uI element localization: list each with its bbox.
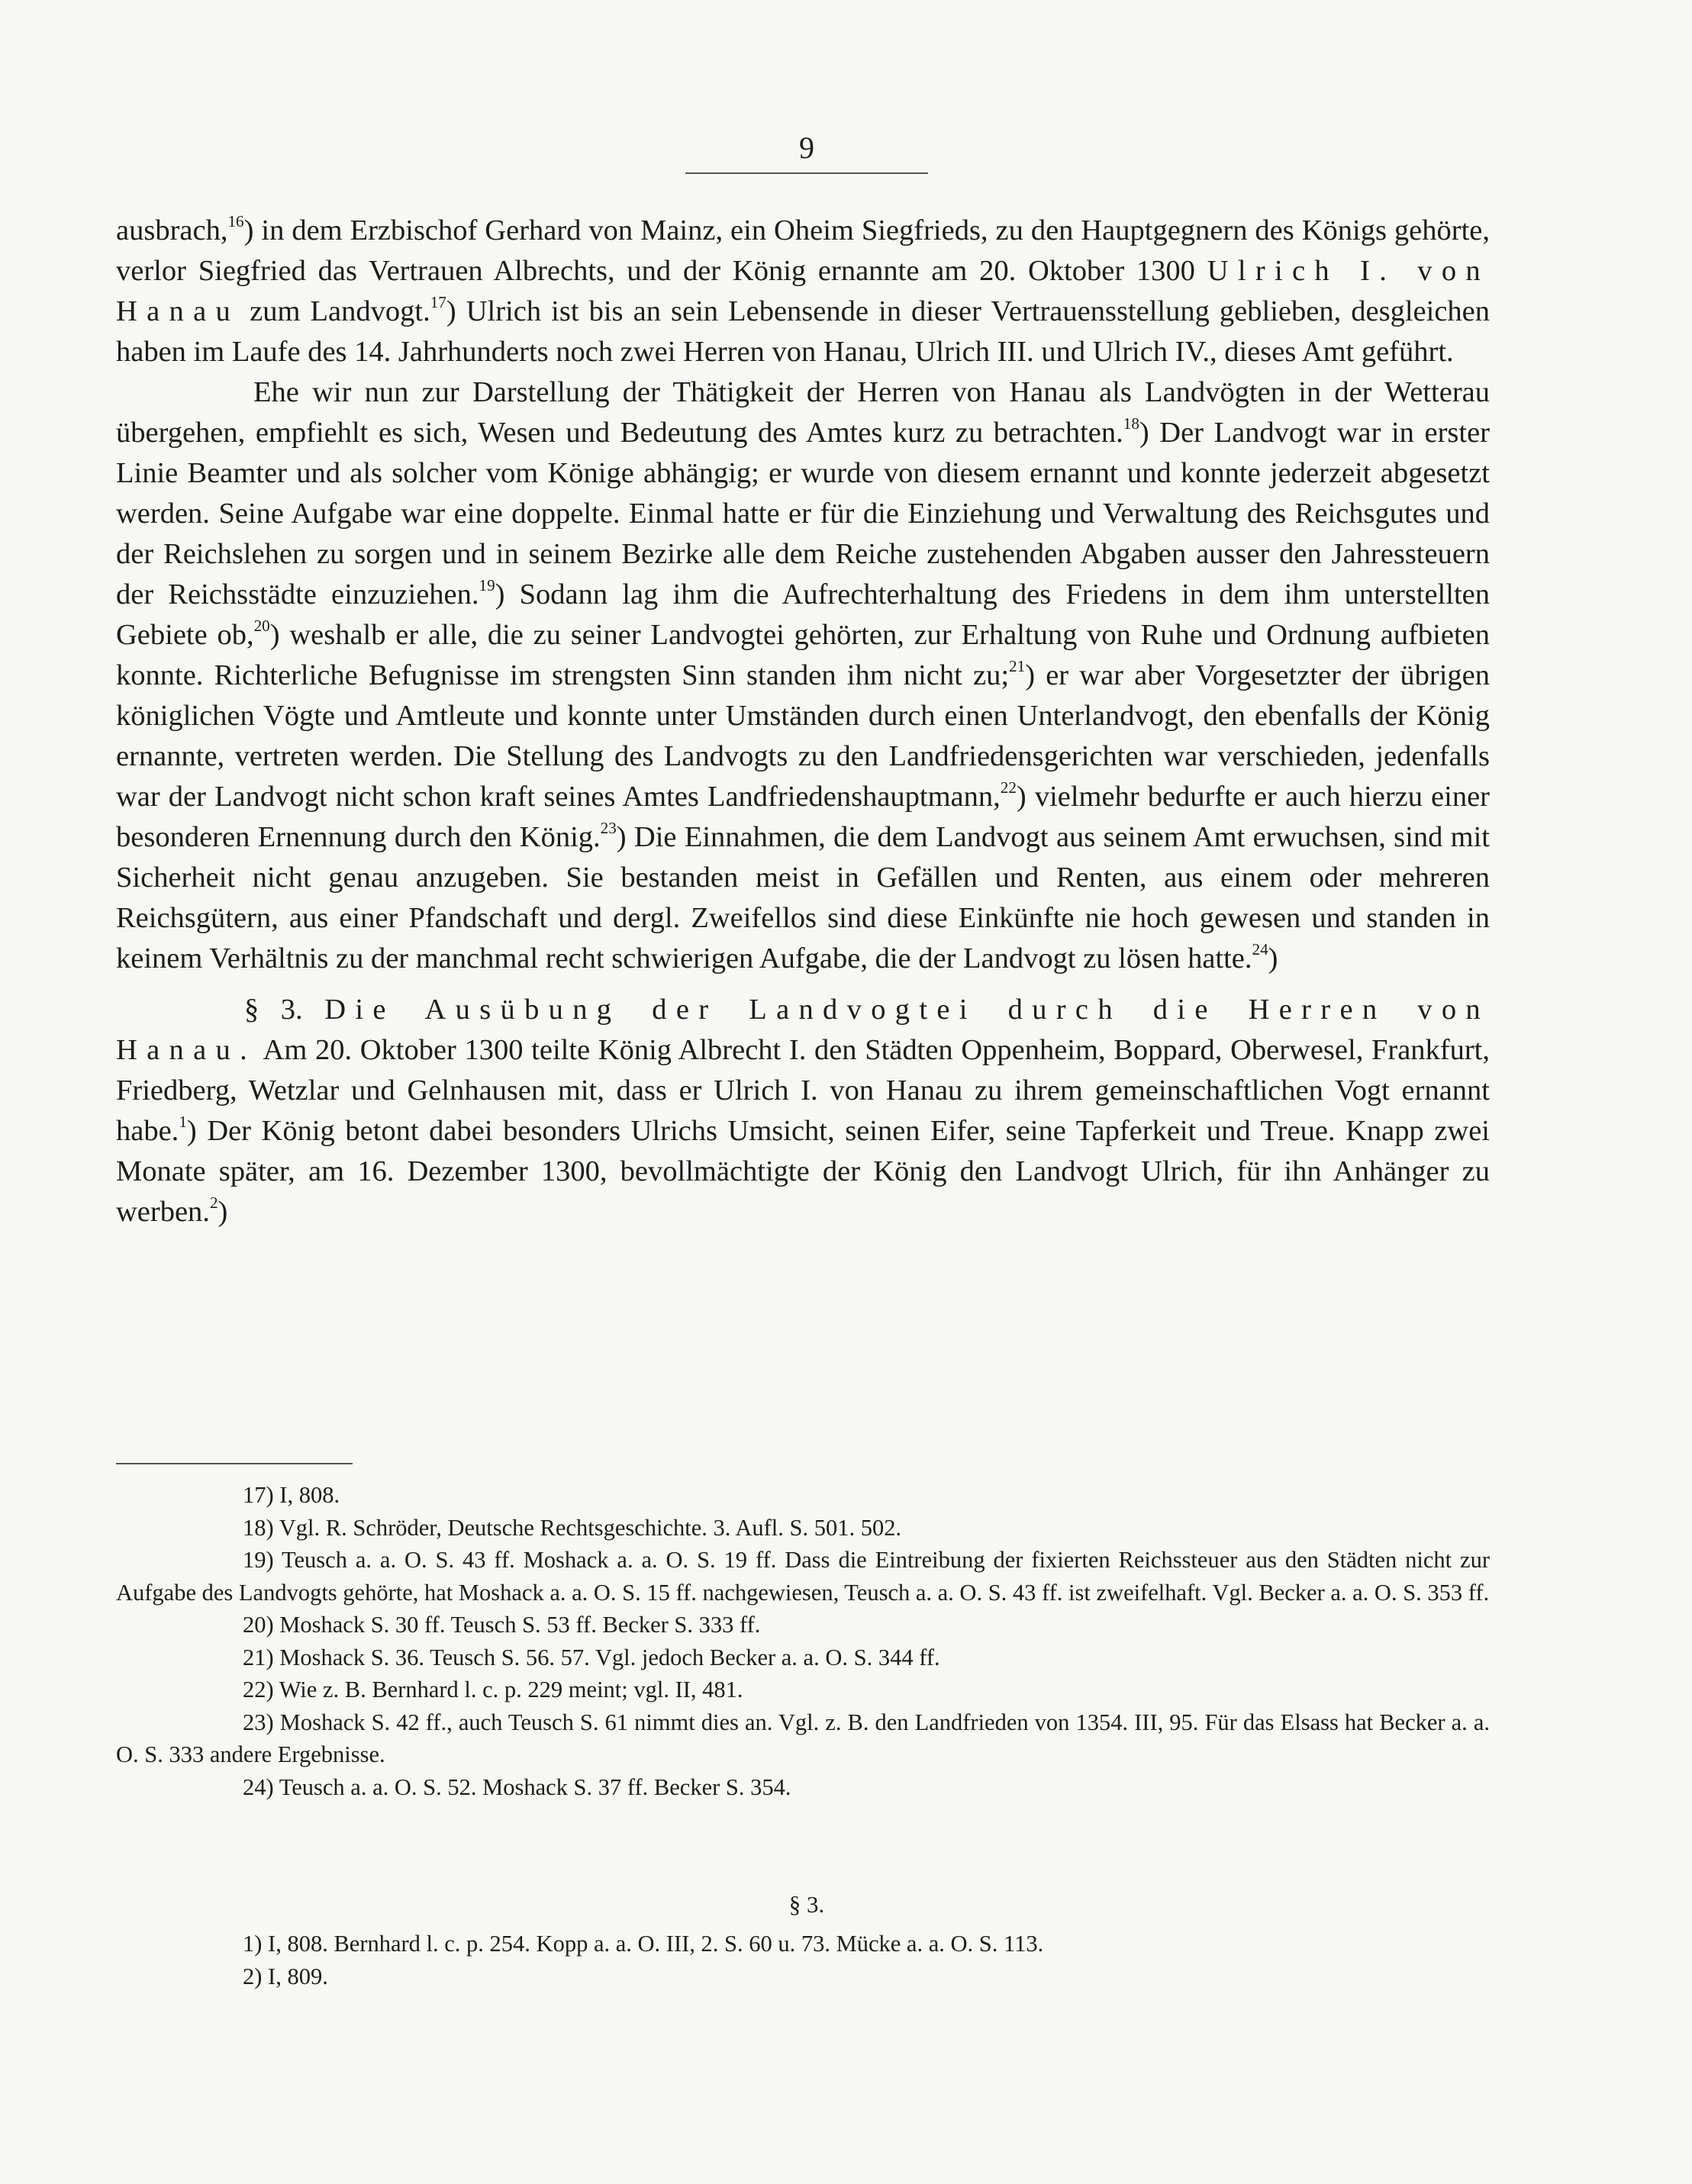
footnote-ref: 1 [179,1113,187,1132]
footnote-s3-1: 1) I, 808. Bernhard l. c. p. 254. Kopp a. a. O. III, 2. S. 60 u. 73. Mücke a. a. O. S. 113. [243,1931,1044,1957]
footnote-24: 24) Teusch a. a. O. S. 52. Moshack S. 37 ff. Becker S. 354. [243,1773,791,1800]
footnote-section-heading: § 3. [788,1891,825,1918]
section-heading: Die Ausübung der Landvogtei durch die Herren von Hanau. [116,994,1491,1066]
page-number: 9 [799,130,814,165]
main-text [116,211,1490,1232]
footnote-ref: 23 [600,819,617,838]
footnote-21: 21) Moshack S. 36. Teusch S. 56. 57. Vgl. jedoch Becker a. a. O. S. 344 ff. [243,1644,940,1670]
footnote-ref: 17 [430,293,446,312]
footnotes [116,1479,1490,1803]
footnote-ref: 16 [227,212,244,231]
section-mark: § 3. [244,994,325,1026]
header-rule [685,172,928,174]
footnote-s3-2: 2) I, 809. [243,1963,328,1989]
footnote-23: 23) Moshack S. 42 ff., auch Teusch S. 61 nimmt dies an. Vgl. z. B. den Landfrieden von 1354. III, 95. Für das Elsass hat Becker a. a. O. S. 333 andere Ergebnisse. [116,1709,1490,1767]
section-3-paragraph: § 3. Die Ausübung der Landvogtei durch die Herren von Hanau. Am 20. Oktober 1300 teilte König Albrecht I. den Städten Oppenheim, Boppard, Oberwesel, Frankfurt, Friedberg, Wetzlar und Gelnhausen mit, dass er Ulrich I. von Hanau zu ihrem gemeinschaftlichen Vogt ernannt habe.$^1$) Der König betont dabei besonders Ulrichs Umsicht, seinen Eifer, seine Tapferkeit und Treue. Knapp zwei Monate später, am 16. Dezember 1300, bevollmächtigte der König den Landvogt Ulrich, für ihn Anhänger zu werben.$^2$) [116,994,1491,1228]
footnote-ref: 2 [209,1193,218,1213]
footnote-ref: 21 [1009,657,1026,676]
footnote-17: 17) I, 808. [243,1482,340,1508]
paragraph-2: Ehe wir nun zur Darstellung der Thätigkeit der Herren von Hanau als Landvögten in der Wetterau übergehen, empfiehlt es sich, Wesen und Bedeutung des Amtes kurz zu betrachten.$^{18}$) Der Landvogt war in erster Linie Beamter und als solcher vom Könige abhängig; er wurde von diesem ernannt und konnte jederzeit abgesetzt werden. Seine Aufgabe war eine doppelte. Einmal hatte er für die Einziehung und Verwaltung des Reichsgutes und der Reichslehen zu sorgen und in seinem Bezirke alle dem Reiche zustehenden Abgaben ausser den Jahressteuern der Reichsstädte einzuziehen.$^{19}$) Sodann lag ihm die Aufrechterhaltung des Friedens in dem ihm unterstellten Gebiete ob,$^{20}$) weshalb er alle, die zu seiner Landvogtei gehörten, zur Erhaltung von Ruhe und Ordnung aufbieten konnte. Richterliche Befugnisse im strengsten Sinn standen ihm nicht zu;$^{21}$) er war aber Vorgesetzter der übrigen königlichen Vögte und Amtleute und konnte unter Umständen durch einen Unterlandvogt, den ebenfalls der König ernannte, vertreten werden. Die Stellung des Landvogts zu den Landfriedensgerichten war verschieden, jedenfalls war der Landvogt nicht schon kraft seines Amtes Landfriedenshauptmann,$^{22}$) vielmehr bedurfte er auch hierzu einer besonderen Ernennung durch den König.$^{23}$) Die Einnahmen, die dem Landvogt aus seinem Amt erwuchsen, sind mit Sicherheit nicht genau anzugeben. Sie bestanden meist in Gefällen und Renten, aus einem oder mehreren Reichsgütern, aus einer Pfandschaft und dergl. Zweifellos sind diese Einkünfte nie hoch gewesen und standen in keinem Verhältnis zu der manchmal recht schwierigen Aufgabe, die der Landvogt zu lösen hatte.$^{24}$) [116,376,1490,974]
footnote-ref: 22 [1000,778,1017,797]
footnote-19: 19) Teusch a. a. O. S. 43 ff. Moshack a. a. O. S. 19 ff. Dass die Eintreibung der fixierten Reichssteuer aus den Städten nicht zur Aufgabe des Landvogts gehörte, hat Moshack a. a. O. S. 15 ff. nachgewiesen, Teusch a. a. O. S. 43 ff. ist zweifelhaft. Vgl. Becker a. a. O. S. 353 ff. [116,1547,1490,1606]
paragraph-1: ausbrach,$^{16}$) in dem Erzbischof Gerhard von Mainz, ein Oheim Siegfrieds, zu den Hauptgegnern des Königs gehörte, verlor Siegfried das Vertrauen Albrechts, und der König ernannte am 20. Oktober 1300 Ulrich I. von Hanau zum Landvogt.$^{17}$) Ulrich ist bis an sein Lebensende in dieser Vertrauensstellung geblieben, desgleichen haben im Laufe des 14. Jahrhunderts noch zwei Herren von Hanau, Ulrich III. und Ulrich IV., dieses Amt geführt. [116,212,1491,368]
footnote-ref: 18 [1123,414,1139,433]
spaced-name: Ulrich I. von Hanau [116,255,1491,327]
footnote-ref: 20 [253,617,270,636]
footnote-ref: 19 [479,576,495,595]
footnote-22: 22) Wie z. B. Bernhard l. c. p. 229 meint; vgl. II, 481. [243,1677,743,1702]
footnote-rule [116,1463,353,1464]
footnote-18: 18) Vgl. R. Schröder, Deutsche Rechtsgeschichte. 3. Aufl. S. 501. 502. [243,1514,902,1541]
footnote-ref: 24 [1252,940,1268,959]
section-footnotes [116,1928,1490,1992]
footnote-20: 20) Moshack S. 30 ff. Teusch S. 53 ff. Becker S. 333 ff. [243,1612,761,1638]
